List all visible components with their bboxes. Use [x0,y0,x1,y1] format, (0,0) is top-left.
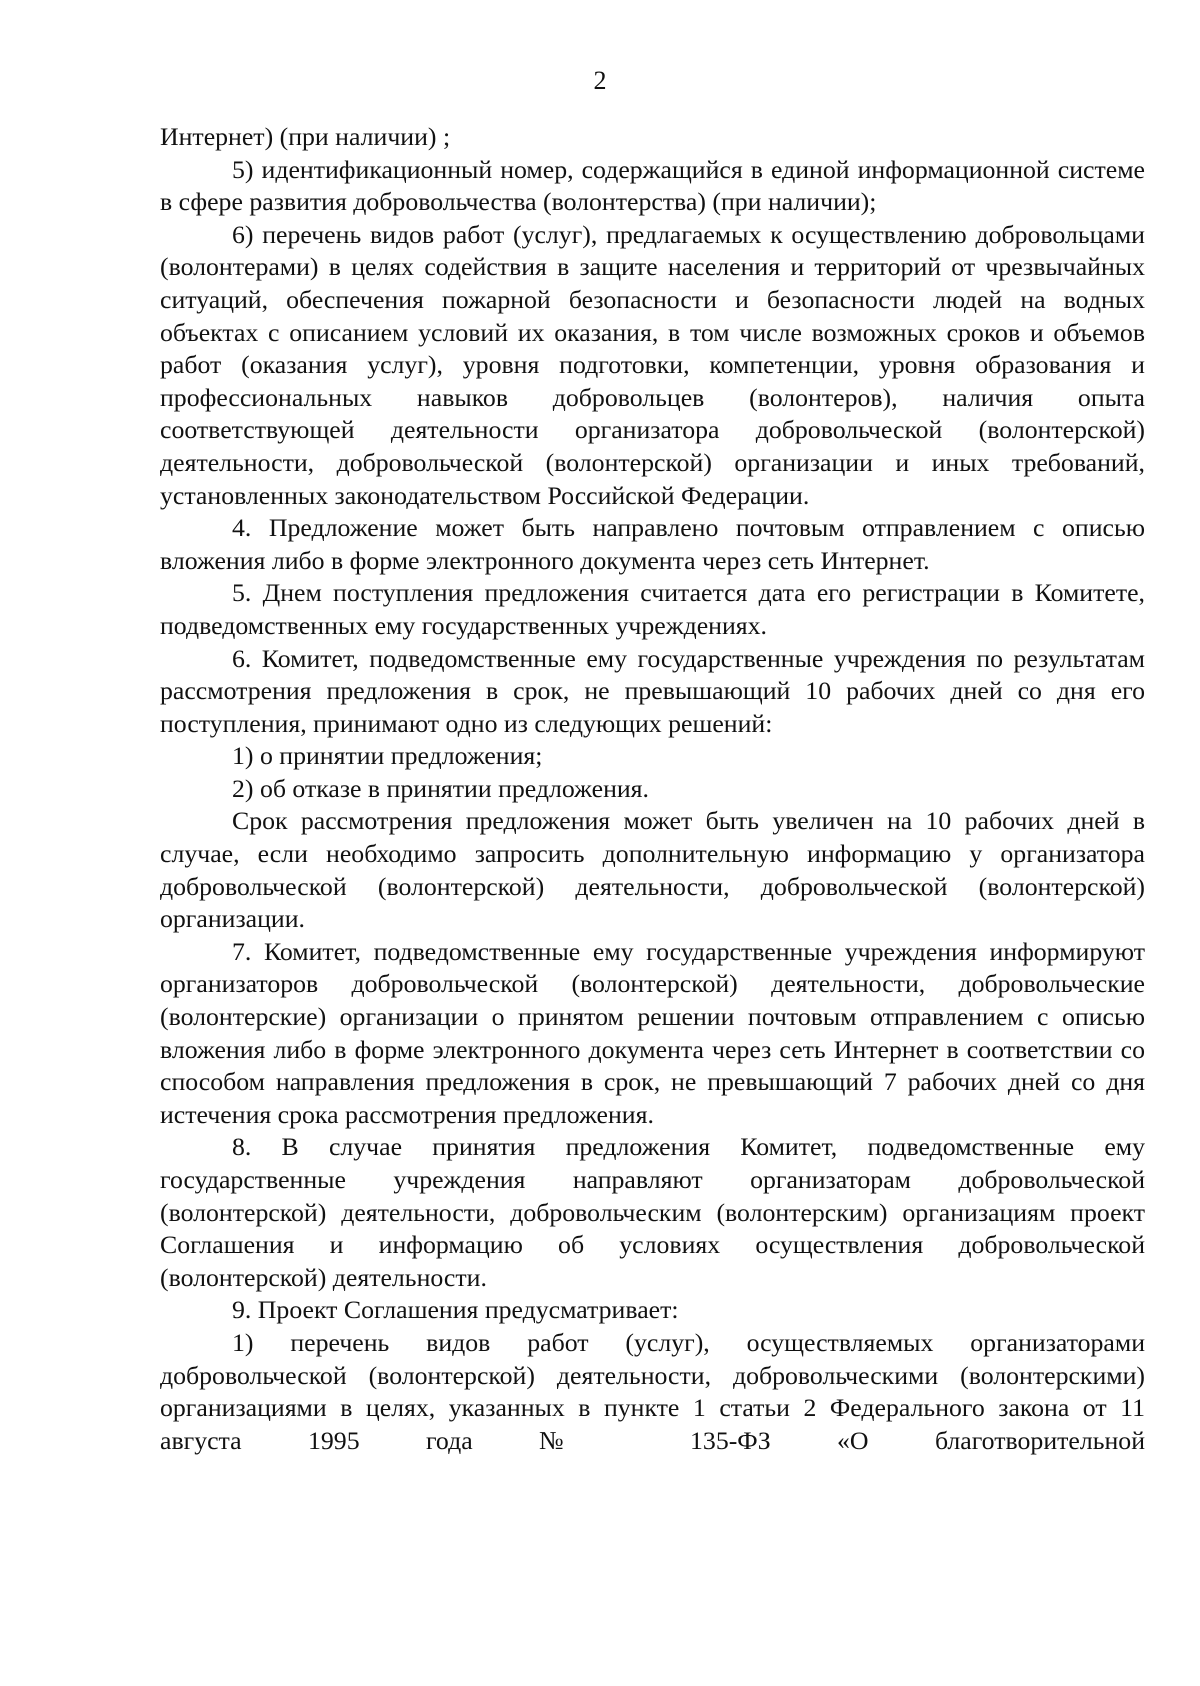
paragraph: 6) перечень видов работ (услуг), предлагаемых к осуществлению добровольцами (волонтерами) в целях содействия в защите населения и территорий от чрезвычайных ситуаций, обеспечения пожарной безопасности и безопасности людей на водных объектах с описанием условий их оказания, в том числе возможных сроков и объемов работ (оказания услуг), уровня подготовки, компетенции, уровня образования и профессиональных навыков добровольцев (волонтеров), наличия опыта соответствующей деятельности организатора добровольческой (волонтерской) деятельности, добровольческой (волонтерской) организации и иных требований, установленных законодательством Российской Федерации. [160,219,1145,510]
paragraph: 5) идентификационный номер, содержащийся в единой информационной системе в сфере развития добровольчества (волонтерства) (при наличии); [160,154,1145,217]
paragraph: 9. Проект Соглашения предусматривает: [232,1295,679,1325]
paragraph: 2) об отказе в принятии предложения. [232,773,649,803]
page-number: 2 [593,66,607,95]
document-body [160,121,1145,1457]
paragraph: 4. Предложение может быть направлено почтовым отправлением с описью вложения либо в форме электронного документа через сеть Интернет. [160,513,1145,575]
paragraph: Срок рассмотрения предложения может быть увеличен на 10 рабочих дней в случае, если необходимо запросить дополнительную информацию у организатора добровольческой (волонтерской) деятельности, добровольческой (волонтерской) организации. [160,806,1145,934]
paragraph: 8. В случае принятия предложения Комитет, подведомственные ему государственные учреждения направляют организаторам добровольческой (волонтерской) деятельности, добровольческим (волонтерским) организациям проект Соглашения и информацию об условиях осуществления добровольческой (волонтерской) деятельности. [160,1132,1145,1292]
paragraph: 1) перечень видов работ (услуг), осуществляемых организаторами добровольческой (волонтерской) деятельности, добровольческими (волонтерскими) организациями в целях, указанных в пункте 1 статьи 2 Федерального закона от 11 августа 1995 года № 135-ФЗ «О благотворительной [160,1327,1145,1455]
paragraph: Интернет) (при наличии) ; [160,122,451,151]
paragraph: 6. Комитет, подведомственные ему государственные учреждения по результатам рассмотрения предложения в срок, не превышающий 10 рабочих дней со дня его поступления, принимают одно из следующих решений: [160,643,1145,738]
paragraph: 7. Комитет, подведомственные ему государственные учреждения информируют организаторов добровольческой (волонтерской) деятельности, добровольческие (волонтерские) организации о принятом решении почтовым отправлением с описью вложения либо в форме электронного документа через сеть Интернет в соответствии со способом направления предложения в срок, не превышающий 7 рабочих дней со дня истечения срока рассмотрения предложения. [160,936,1145,1129]
paragraph: 1) о принятии предложения; [232,741,543,771]
paragraph: 5. Днем поступления предложения считается дата его регистрации в Комитете, подведомственных ему государственных учреждениях. [160,578,1145,640]
